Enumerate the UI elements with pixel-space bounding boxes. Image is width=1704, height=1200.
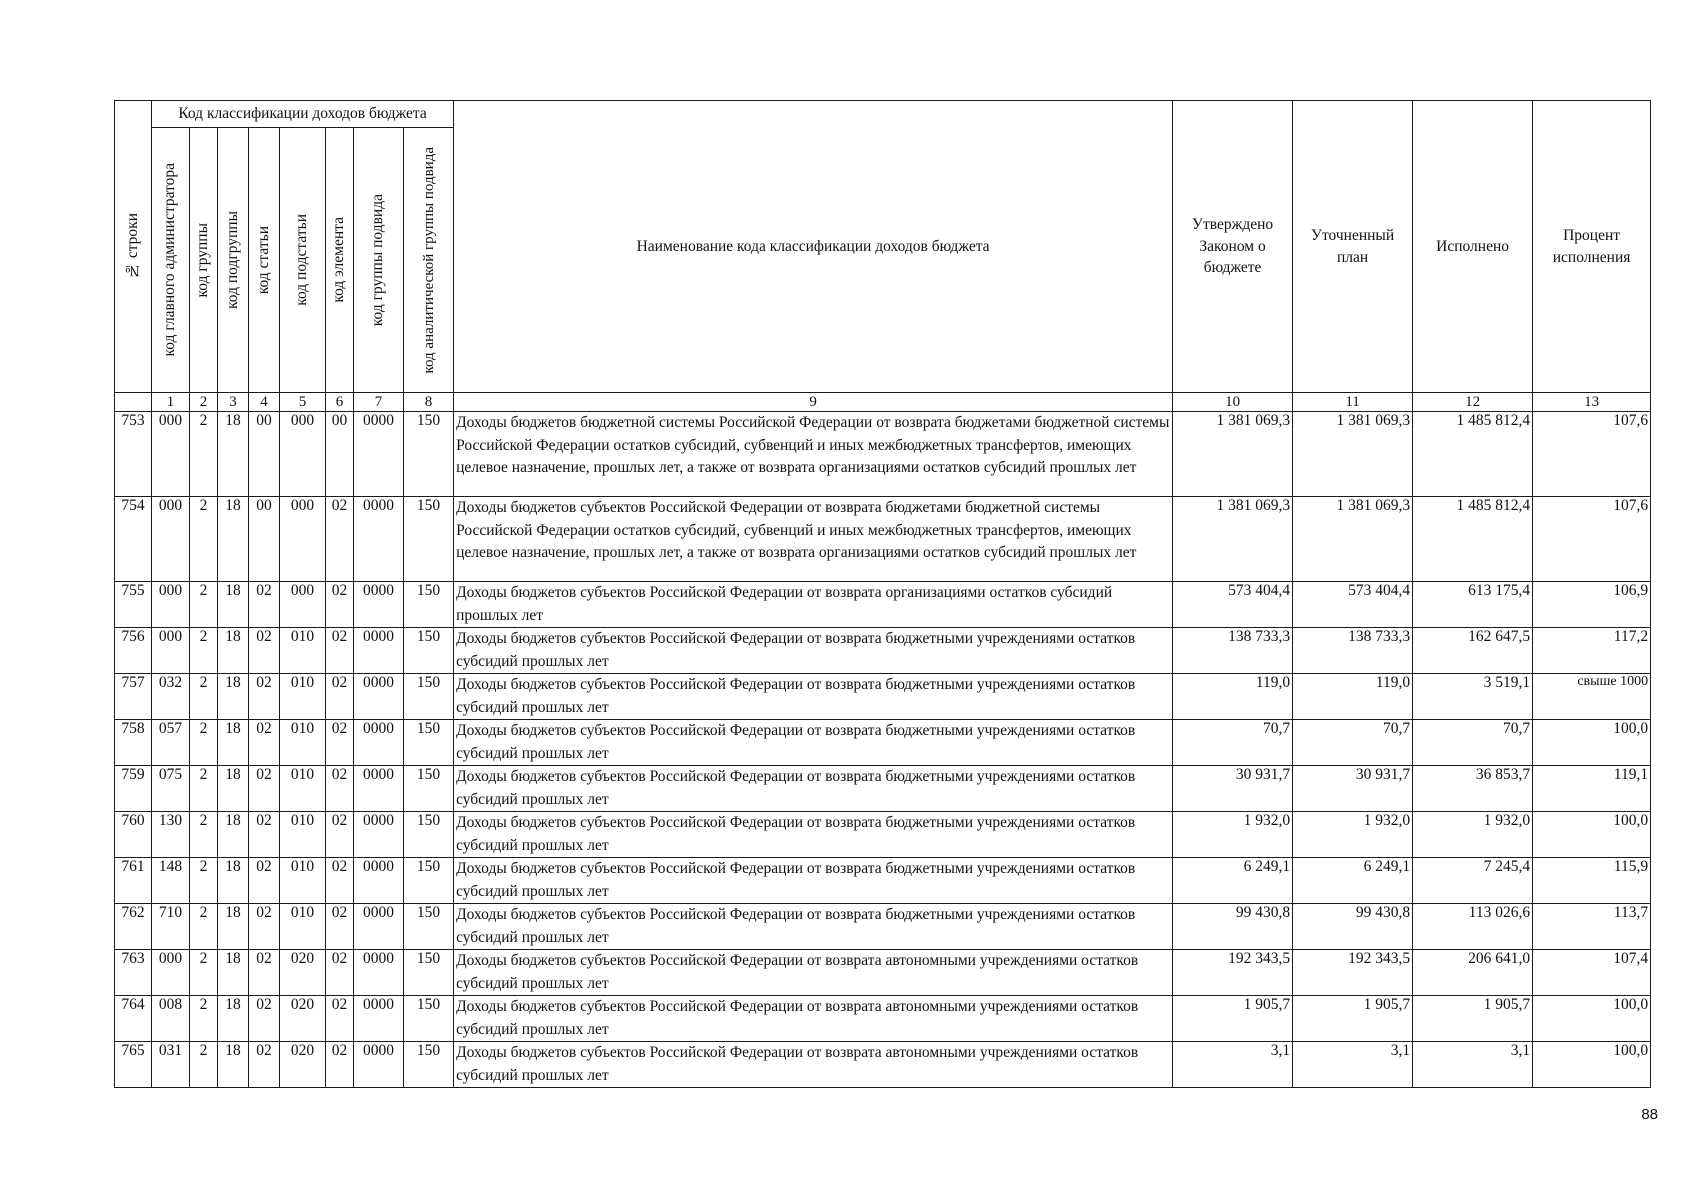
analytic-group-code: 150 [404, 582, 454, 628]
executed-value: 3 519,1 [1413, 674, 1533, 720]
executed-value: 1 905,7 [1413, 996, 1533, 1042]
refined-plan-header: Уточненный план [1293, 101, 1413, 393]
approved-value: 1 381 069,3 [1173, 412, 1293, 497]
approved-value: 3,1 [1173, 1042, 1293, 1088]
row-number: 764 [115, 996, 152, 1042]
table-row [115, 674, 1651, 720]
plan-value: 3,1 [1293, 1042, 1413, 1088]
table-row [115, 582, 1651, 628]
group-code: 2 [190, 582, 218, 628]
admin-code: 000 [152, 497, 190, 582]
subarticle-code: 010 [280, 812, 326, 858]
subarticle-code: 020 [280, 996, 326, 1042]
subtype-group-code: 0000 [354, 950, 404, 996]
plan-value: 1 932,0 [1293, 812, 1413, 858]
element-code: 02 [326, 1042, 354, 1088]
approved-value: 70,7 [1173, 720, 1293, 766]
classification-group-header: Код классификации доходов бюджета [152, 101, 454, 128]
plan-value: 30 931,7 [1293, 766, 1413, 812]
percent-value: 106,9 [1533, 582, 1651, 628]
admin-code: 130 [152, 812, 190, 858]
plan-value: 138 733,3 [1293, 628, 1413, 674]
admin-code: 710 [152, 904, 190, 950]
analytic-group-code: 150 [404, 497, 454, 582]
column-number: 4 [249, 393, 280, 412]
subtype-group-code: 0000 [354, 812, 404, 858]
subgroup-code: 18 [218, 412, 249, 497]
group-code: 2 [190, 674, 218, 720]
table-row [115, 996, 1651, 1042]
article-code: 02 [249, 766, 280, 812]
income-name: Доходы бюджетов субъектов Российской Федерации от возврата бюджетами бюджетной системы Российской Федерации остатков субсидий, субвенций и иных межбюджетных трансфертов, имеющих целевое назначение, прошлых лет, а также от возврата организациями остатков субсидий прошлых лет [454, 497, 1173, 582]
row-number: 762 [115, 904, 152, 950]
admin-code: 148 [152, 858, 190, 904]
executed-value: 36 853,7 [1413, 766, 1533, 812]
element-code: 02 [326, 812, 354, 858]
code-column-header: код элемента [326, 128, 354, 393]
header-row-top [115, 101, 1651, 128]
income-name: Доходы бюджетов субъектов Российской Федерации от возврата бюджетными учреждениями остатков субсидий прошлых лет [454, 674, 1173, 720]
page-number: 88 [1641, 1106, 1658, 1123]
article-code: 02 [249, 628, 280, 674]
percent-value: 119,1 [1533, 766, 1651, 812]
admin-code: 032 [152, 674, 190, 720]
element-code: 00 [326, 412, 354, 497]
subgroup-code: 18 [218, 497, 249, 582]
executed-value: 613 175,4 [1413, 582, 1533, 628]
plan-value: 119,0 [1293, 674, 1413, 720]
code-column-header: код статьи [249, 128, 280, 393]
executed-value: 1 932,0 [1413, 812, 1533, 858]
table-row [115, 904, 1651, 950]
approved-value: 1 932,0 [1173, 812, 1293, 858]
approved-value: 138 733,3 [1173, 628, 1293, 674]
group-code: 2 [190, 628, 218, 674]
approved-value: 99 430,8 [1173, 904, 1293, 950]
table-row [115, 412, 1651, 497]
percent-value: 100,0 [1533, 1042, 1651, 1088]
approved-value: 6 249,1 [1173, 858, 1293, 904]
table-row [115, 812, 1651, 858]
table-row [115, 628, 1651, 674]
admin-code: 057 [152, 720, 190, 766]
group-code: 2 [190, 950, 218, 996]
plan-value: 70,7 [1293, 720, 1413, 766]
row-number: 756 [115, 628, 152, 674]
percent-value: свыше 1000 [1533, 674, 1651, 720]
subtype-group-code: 0000 [354, 1042, 404, 1088]
row-number: 765 [115, 1042, 152, 1088]
subgroup-code: 18 [218, 904, 249, 950]
article-code: 02 [249, 858, 280, 904]
column-number-row [115, 393, 1651, 412]
subgroup-code: 18 [218, 996, 249, 1042]
code-column-header: код группы подвида [354, 128, 404, 393]
table-row [115, 1042, 1651, 1088]
element-code: 02 [326, 904, 354, 950]
row-number: 757 [115, 674, 152, 720]
executed-header: Исполнено [1413, 101, 1533, 393]
subgroup-code: 18 [218, 628, 249, 674]
subtype-group-code: 0000 [354, 858, 404, 904]
row-number: 761 [115, 858, 152, 904]
column-number: 13 [1533, 393, 1651, 412]
admin-code: 000 [152, 412, 190, 497]
subarticle-code: 020 [280, 1042, 326, 1088]
analytic-group-code: 150 [404, 674, 454, 720]
group-code: 2 [190, 1042, 218, 1088]
admin-code: 008 [152, 996, 190, 1042]
analytic-group-code: 150 [404, 1042, 454, 1088]
article-code: 02 [249, 904, 280, 950]
analytic-group-code: 150 [404, 720, 454, 766]
approved-value: 119,0 [1173, 674, 1293, 720]
approved-value: 1 905,7 [1173, 996, 1293, 1042]
element-code: 02 [326, 582, 354, 628]
element-code: 02 [326, 766, 354, 812]
analytic-group-code: 150 [404, 950, 454, 996]
group-code: 2 [190, 996, 218, 1042]
approved-value: 1 381 069,3 [1173, 497, 1293, 582]
table-row [115, 497, 1651, 582]
income-name: Доходы бюджетов субъектов Российской Федерации от возврата бюджетными учреждениями остатков субсидий прошлых лет [454, 812, 1173, 858]
column-number: 6 [326, 393, 354, 412]
table-row [115, 858, 1651, 904]
group-code: 2 [190, 766, 218, 812]
article-code: 02 [249, 996, 280, 1042]
approved-value: 192 343,5 [1173, 950, 1293, 996]
column-number: 11 [1293, 393, 1413, 412]
element-code: 02 [326, 996, 354, 1042]
plan-value: 6 249,1 [1293, 858, 1413, 904]
income-name: Доходы бюджетов субъектов Российской Федерации от возврата автономными учреждениями остатков субсидий прошлых лет [454, 996, 1173, 1042]
percent-value: 115,9 [1533, 858, 1651, 904]
percent-value: 113,7 [1533, 904, 1651, 950]
plan-value: 192 343,5 [1293, 950, 1413, 996]
subarticle-code: 000 [280, 412, 326, 497]
analytic-group-code: 150 [404, 412, 454, 497]
percent-value: 107,6 [1533, 497, 1651, 582]
empty-cell [115, 393, 152, 412]
subarticle-code: 010 [280, 720, 326, 766]
column-number: 5 [280, 393, 326, 412]
column-number: 10 [1173, 393, 1293, 412]
analytic-group-code: 150 [404, 812, 454, 858]
executed-value: 1 485 812,4 [1413, 412, 1533, 497]
executed-value: 3,1 [1413, 1042, 1533, 1088]
executed-value: 113 026,6 [1413, 904, 1533, 950]
subarticle-code: 010 [280, 628, 326, 674]
article-code: 02 [249, 812, 280, 858]
plan-value: 1 381 069,3 [1293, 497, 1413, 582]
approved-value: 573 404,4 [1173, 582, 1293, 628]
approved-header: Утверждено Законом о бюджете [1173, 101, 1293, 393]
row-number: 755 [115, 582, 152, 628]
article-code: 02 [249, 720, 280, 766]
plan-value: 573 404,4 [1293, 582, 1413, 628]
admin-code: 000 [152, 628, 190, 674]
admin-code: 000 [152, 582, 190, 628]
subtype-group-code: 0000 [354, 766, 404, 812]
income-name: Доходы бюджетов субъектов Российской Федерации от возврата бюджетными учреждениями остатков субсидий прошлых лет [454, 858, 1173, 904]
subgroup-code: 18 [218, 674, 249, 720]
group-code: 2 [190, 904, 218, 950]
column-number: 2 [190, 393, 218, 412]
row-number: 763 [115, 950, 152, 996]
column-number: 3 [218, 393, 249, 412]
budget-revenue-table [114, 100, 1651, 1088]
plan-value: 1 905,7 [1293, 996, 1413, 1042]
subtype-group-code: 0000 [354, 720, 404, 766]
group-code: 2 [190, 412, 218, 497]
code-column-header: код подстатьи [280, 128, 326, 393]
table-row [115, 766, 1651, 812]
percent-value: 100,0 [1533, 720, 1651, 766]
subtype-group-code: 0000 [354, 412, 404, 497]
analytic-group-code: 150 [404, 858, 454, 904]
subgroup-code: 18 [218, 858, 249, 904]
subarticle-code: 000 [280, 582, 326, 628]
column-number: 8 [404, 393, 454, 412]
code-column-header: код подгруппы [218, 128, 249, 393]
subgroup-code: 18 [218, 720, 249, 766]
group-code: 2 [190, 720, 218, 766]
row-number: 754 [115, 497, 152, 582]
percent-value: 100,0 [1533, 996, 1651, 1042]
element-code: 02 [326, 858, 354, 904]
row-number: 759 [115, 766, 152, 812]
executed-value: 70,7 [1413, 720, 1533, 766]
subarticle-code: 010 [280, 674, 326, 720]
analytic-group-code: 150 [404, 766, 454, 812]
subgroup-code: 18 [218, 812, 249, 858]
group-code: 2 [190, 497, 218, 582]
income-name: Доходы бюджетов субъектов Российской Федерации от возврата автономными учреждениями остатков субсидий прошлых лет [454, 1042, 1173, 1088]
analytic-group-code: 150 [404, 904, 454, 950]
column-number: 7 [354, 393, 404, 412]
subgroup-code: 18 [218, 582, 249, 628]
subtype-group-code: 0000 [354, 582, 404, 628]
income-name: Доходы бюджетов субъектов Российской Федерации от возврата бюджетными учреждениями остатков субсидий прошлых лет [454, 720, 1173, 766]
table-row [115, 950, 1651, 996]
percent-value: 107,6 [1533, 412, 1651, 497]
executed-value: 7 245,4 [1413, 858, 1533, 904]
element-code: 02 [326, 674, 354, 720]
column-number: 9 [454, 393, 1173, 412]
article-code: 02 [249, 674, 280, 720]
table-body [115, 412, 1651, 1088]
executed-value: 206 641,0 [1413, 950, 1533, 996]
element-code: 02 [326, 497, 354, 582]
row-number: 753 [115, 412, 152, 497]
group-code: 2 [190, 858, 218, 904]
income-name: Доходы бюджетов субъектов Российской Федерации от возврата автономными учреждениями остатков субсидий прошлых лет [454, 950, 1173, 996]
subgroup-code: 18 [218, 1042, 249, 1088]
subtype-group-code: 0000 [354, 497, 404, 582]
row-number-header: № строки [115, 101, 152, 393]
name-header: Наименование кода классификации доходов бюджета [454, 101, 1173, 393]
subarticle-code: 010 [280, 904, 326, 950]
column-number: 12 [1413, 393, 1533, 412]
admin-code: 031 [152, 1042, 190, 1088]
article-code: 00 [249, 497, 280, 582]
income-name: Доходы бюджетов субъектов Российской Федерации от возврата бюджетными учреждениями остатков субсидий прошлых лет [454, 766, 1173, 812]
percent-value: 117,2 [1533, 628, 1651, 674]
percent-value: 107,4 [1533, 950, 1651, 996]
income-name: Доходы бюджетов субъектов Российской Федерации от возврата бюджетными учреждениями остатков субсидий прошлых лет [454, 628, 1173, 674]
table-row [115, 720, 1651, 766]
plan-value: 99 430,8 [1293, 904, 1413, 950]
subtype-group-code: 0000 [354, 904, 404, 950]
executed-value: 1 485 812,4 [1413, 497, 1533, 582]
subarticle-code: 010 [280, 766, 326, 812]
column-number: 1 [152, 393, 190, 412]
code-column-header: код группы [190, 128, 218, 393]
subarticle-code: 010 [280, 858, 326, 904]
element-code: 02 [326, 628, 354, 674]
plan-value: 1 381 069,3 [1293, 412, 1413, 497]
analytic-group-code: 150 [404, 628, 454, 674]
subtype-group-code: 0000 [354, 996, 404, 1042]
subtype-group-code: 0000 [354, 628, 404, 674]
code-column-header: код главного администратора [152, 128, 190, 393]
executed-value: 162 647,5 [1413, 628, 1533, 674]
analytic-group-code: 150 [404, 996, 454, 1042]
percent-header: Процент исполнения [1533, 101, 1651, 393]
article-code: 02 [249, 950, 280, 996]
subgroup-code: 18 [218, 950, 249, 996]
subarticle-code: 020 [280, 950, 326, 996]
approved-value: 30 931,7 [1173, 766, 1293, 812]
code-column-header: код аналитической группы подвида [404, 128, 454, 393]
article-code: 02 [249, 582, 280, 628]
element-code: 02 [326, 720, 354, 766]
subgroup-code: 18 [218, 766, 249, 812]
group-code: 2 [190, 812, 218, 858]
subtype-group-code: 0000 [354, 674, 404, 720]
row-number: 758 [115, 720, 152, 766]
article-code: 02 [249, 1042, 280, 1088]
admin-code: 075 [152, 766, 190, 812]
income-name: Доходы бюджетов субъектов Российской Федерации от возврата бюджетными учреждениями остатков субсидий прошлых лет [454, 904, 1173, 950]
element-code: 02 [326, 950, 354, 996]
income-name: Доходы бюджетов бюджетной системы Российской Федерации от возврата бюджетами бюджетной системы Российской Федерации остатков субсидий, субвенций и иных межбюджетных трансфертов, имеющих целевое назначение, прошлых лет, а также от возврата организациями остатков субсидий прошлых лет [454, 412, 1173, 497]
admin-code: 000 [152, 950, 190, 996]
article-code: 00 [249, 412, 280, 497]
percent-value: 100,0 [1533, 812, 1651, 858]
row-number: 760 [115, 812, 152, 858]
income-name: Доходы бюджетов субъектов Российской Федерации от возврата организациями остатков субсидий прошлых лет [454, 582, 1173, 628]
subarticle-code: 000 [280, 497, 326, 582]
